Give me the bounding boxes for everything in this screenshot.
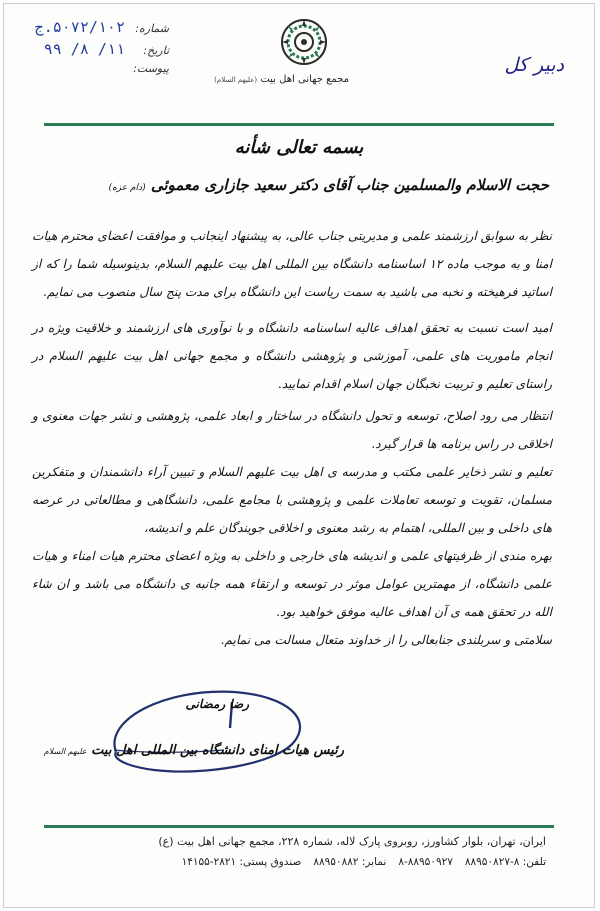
signer-title-suffix: علیهم السلام (43, 747, 87, 756)
letter-body (32, 222, 552, 658)
letterhead-footer (36, 835, 546, 868)
closing-line: سلامتی و سربلندی جنابعالی را از خداوند متعال مسالت می نمایم. (220, 633, 552, 647)
list-item: انتظار می رود اصلاح، توسعه و تحول دانشگاه در ساختار و ابعاد علمی، پژوهشی و نشر جهات معنوی و اخلاقی در راس برنامه ها قرار گیرد. (32, 409, 552, 451)
number-value: ۵۰۷۲/۱۰۲.ج (34, 18, 125, 36)
office-title: دبیر کل (504, 54, 564, 76)
list-item: بهره مندی از ظرفیتهای علمی و اندیشه های خارجی و داخلی به ویژه اعضای محترم هیات امناء و هیات علمی دانشگاه، از مهمترین عوامل موثر در توسعه و ارتقاء همه جانبه ی دانشگاه می باشد و ان شاء الله در تحقق همه ی آن اهداف عالیه موفق خواهید بود. (32, 549, 552, 619)
number-label: شماره: (135, 22, 169, 35)
paragraph-appointment: نظر به سوابق ارزشمند علمی و مدیریتی جناب عالی، به پیشنهاد اینجانب و موافقت اعضای محترم هیات امنا و به موجب ماده ۱۲ اساسنامه دانشگاه بین المللی اهل بیت علیهم السلام، بدینوسیله شما را که از اساتید فرهیخته و نخبه می باشید به سمت ریاست این دانشگاه برای مدت پنج سال منصوب می نمایم. (32, 229, 552, 299)
letter-page (3, 3, 595, 908)
bismillah: بسمه تعالی شأنه (234, 137, 364, 158)
addressee-name: حجت الاسلام والمسلمین جناب آقای دکتر سعید جازاری معموئی (150, 176, 549, 194)
footer-phone-alt: ۸-۸۸۹۵۰۹۲۷ (398, 856, 453, 868)
org-logo (214, 16, 349, 85)
org-name (214, 74, 349, 85)
number-row (34, 18, 169, 40)
expectations-list (32, 402, 552, 626)
letter-meta (34, 18, 169, 84)
addressee (29, 176, 549, 194)
footer-pobox: صندوق پستی: ۲۸۲۱-۱۴۱۵۵ (181, 856, 302, 868)
footer-fax: نمابر: ۸۸۹۵۰۸۸۲ (313, 856, 387, 868)
paragraph-hope: امید است نسبت به تحقق اهداف عالیه اساسنامه دانشگاه و با نوآوری های ارزشمند و خلاقیت ویژه در انجام ماموریت های علمی، آموزشی و پژوهشی دانشگاه و مجمع جهانی اهل بیت علیهم السلام در راستای تعلیم و تربیت نخبگان جهان اسلام اقدام نمایید. (32, 321, 552, 391)
attachment-label: پیوست: (133, 62, 169, 75)
footer-divider (44, 825, 554, 828)
signer-title (43, 743, 344, 758)
date-label: تاریخ: (143, 44, 169, 57)
org-name-text: مجمع جهانی اهل بیت (260, 74, 349, 85)
footer-address: ایران، تهران، بلوار کشاورز، روبروی پارک لاله، شماره ۲۲۸، مجمع جهانی اهل بیت (ع) (158, 835, 546, 848)
org-name-tag: (علیهم السلام) (214, 76, 258, 84)
date-row (34, 40, 169, 62)
signature-block (44, 680, 344, 790)
attachment-row (34, 62, 169, 84)
header-divider (44, 123, 554, 126)
signer-name: رضا رمضانی (185, 697, 249, 711)
date-value: ۱۱/ ۸/ ۹۹ (43, 40, 125, 58)
footer-phone: تلفن: ۸-۸۸۹۵۰۸۲۷ (464, 856, 546, 868)
list-item: تعلیم و نشر ذخایر علمی مکتب و مدرسه ی اهل بیت علیهم السلام و تبیین آراء دانشمندان و متفکرین مسلمان، تقویت و توسعه تعاملات علمی و پژوهشی با مجامع علمی، دانشگاهی و مطالعاتی در عرصه های داخلی و بین المللی، اهتمام به رشد معنوی و اخلاقی جویندگان علم و اندیشه، (32, 465, 552, 535)
emblem-icon (278, 16, 330, 72)
signer-title-text: رئیس هیات امنای دانشگاه بین المللی اهل بیت (91, 743, 344, 758)
footer-contacts (36, 856, 546, 868)
addressee-suffix: (دام عزه) (108, 183, 146, 193)
